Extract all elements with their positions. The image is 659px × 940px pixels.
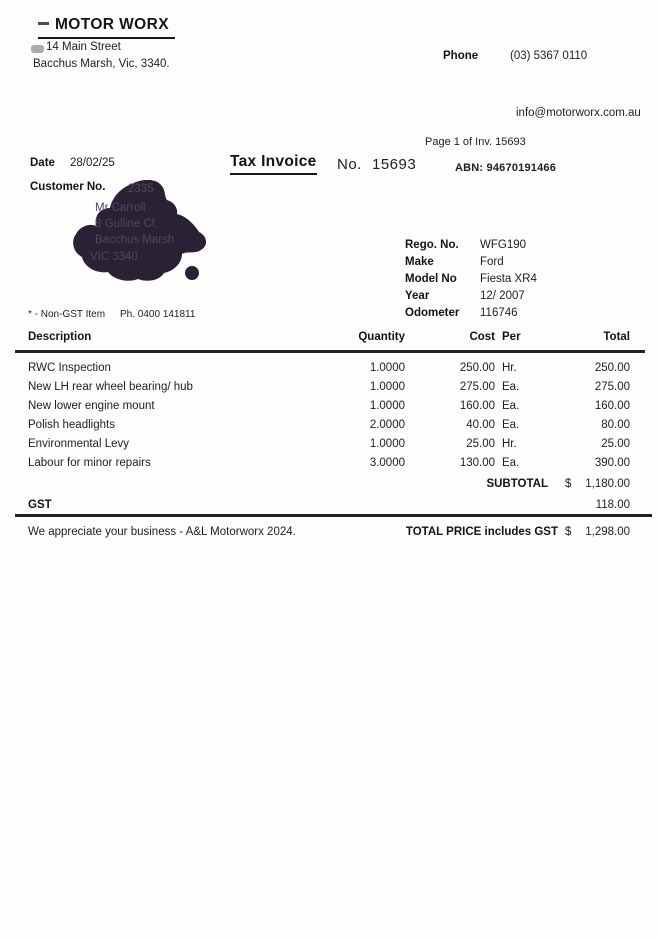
item-per: Ea. (502, 381, 520, 393)
redaction-blob-shape (70, 180, 212, 284)
abn: ABN: 94670191466 (455, 162, 557, 174)
vehicle-label: Odometer (405, 307, 460, 319)
customer-number: 2335 (128, 183, 154, 195)
redaction-mark-icon (38, 22, 49, 25)
page-info: Page 1 of Inv. 15693 (425, 136, 526, 148)
vehicle-value: 12/ 2007 (480, 290, 525, 302)
phone-note: Ph. 0400 141811 (120, 309, 196, 320)
company-name: MOTOR WORX (55, 16, 169, 33)
vehicle-value: 116746 (480, 307, 518, 319)
subtotal-label: SUBTOTAL (486, 478, 548, 490)
customer-redaction-blob (70, 180, 212, 284)
company-address-line1: 14 Main Street (46, 41, 121, 53)
header-cost: Cost (469, 331, 495, 343)
item-cost: 275.00 (459, 381, 495, 393)
header-total: Total (603, 331, 630, 343)
item-cost: 250.00 (459, 362, 495, 374)
total-label: TOTAL PRICE includes GST (405, 526, 558, 538)
item-cost: 25.00 (466, 438, 495, 450)
vehicle-value: Ford (480, 256, 504, 268)
item-per: Hr. (502, 438, 517, 450)
customer-address-line2: Bacchus Marsh (95, 234, 175, 246)
customer-address-line3: VIC 3340 (90, 251, 138, 263)
item-description: RWC Inspection (28, 362, 111, 374)
item-total: 80.00 (601, 419, 630, 431)
header-description: Description (28, 331, 92, 343)
totals-rule (15, 514, 652, 517)
header-per: Per (502, 331, 521, 343)
table-row (0, 362, 659, 378)
item-description: Environmental Levy (28, 438, 129, 450)
subtotal-row (0, 478, 659, 494)
items-table-header (0, 331, 659, 347)
redaction-smudge-icon (31, 45, 44, 53)
item-description: Polish headlights (28, 419, 115, 431)
vehicle-value: WFG190 (480, 239, 527, 251)
table-header-rule (15, 350, 645, 353)
gst-label: GST (28, 499, 52, 511)
customer-number-label: Customer No. (30, 181, 106, 193)
non-gst-note: * - Non-GST Item (28, 309, 106, 320)
header-quantity: Quantity (358, 331, 405, 343)
invoice-number-value: 15693 (372, 156, 417, 173)
subtotal-value: 1,180.00 (585, 478, 630, 490)
company-logo (38, 16, 175, 39)
item-description: Labour for minor repairs (28, 457, 151, 469)
item-total: 25.00 (601, 438, 630, 450)
phone-value: (03) 5367 0110 (510, 50, 588, 62)
table-row (0, 438, 659, 454)
item-per: Ea. (502, 400, 520, 412)
item-total: 250.00 (594, 362, 630, 374)
vehicle-label: Model No (405, 273, 457, 285)
invoice-title: Tax Invoice (230, 153, 317, 175)
item-quantity: 1.0000 (369, 438, 405, 450)
item-per: Hr. (502, 362, 517, 374)
table-row (0, 419, 659, 435)
gst-row (0, 499, 659, 515)
footer-message: We appreciate your business - A&L Motorworx 2024. (28, 526, 296, 538)
customer-address-line1: 8 Gulline Cl, (95, 218, 158, 230)
table-row (0, 457, 659, 473)
customer-name: Mr Carroll (95, 202, 146, 214)
table-row (0, 400, 659, 416)
item-quantity: 1.0000 (369, 400, 405, 412)
item-total: 390.00 (594, 457, 630, 469)
item-description: New lower engine mount (28, 400, 155, 412)
company-address-line2: Bacchus Marsh, Vic, 3340. (33, 58, 170, 70)
item-cost: 40.00 (466, 419, 495, 431)
item-quantity: 3.0000 (369, 457, 405, 469)
invoice-number-label: No. (337, 156, 362, 173)
item-per: Ea. (502, 419, 520, 431)
gst-value: 118.00 (595, 499, 630, 511)
item-cost: 160.00 (459, 400, 495, 412)
table-row (0, 381, 659, 397)
date-label: Date (30, 157, 55, 169)
item-description: New LH rear wheel bearing/ hub (28, 381, 193, 393)
total-value: 1,298.00 (585, 526, 630, 538)
vehicle-label: Year (405, 290, 430, 302)
phone-label: Phone (443, 50, 479, 62)
company-email: info@motorworx.com.au (516, 107, 641, 119)
item-per: Ea. (502, 457, 520, 469)
item-total: 160.00 (594, 400, 630, 412)
total-row (0, 526, 659, 542)
vehicle-value: Fiesta XR4 (480, 273, 537, 285)
item-total: 275.00 (594, 381, 630, 393)
subtotal-currency: $ (565, 478, 572, 490)
vehicle-label: Make (405, 256, 434, 268)
item-quantity: 2.0000 (369, 419, 405, 431)
vehicle-label: Rego. No. (405, 239, 459, 251)
item-cost: 130.00 (459, 457, 495, 469)
total-currency: $ (565, 526, 572, 538)
item-quantity: 1.0000 (369, 381, 405, 393)
date-value: 28/02/25 (70, 157, 115, 169)
item-quantity: 1.0000 (369, 362, 405, 374)
